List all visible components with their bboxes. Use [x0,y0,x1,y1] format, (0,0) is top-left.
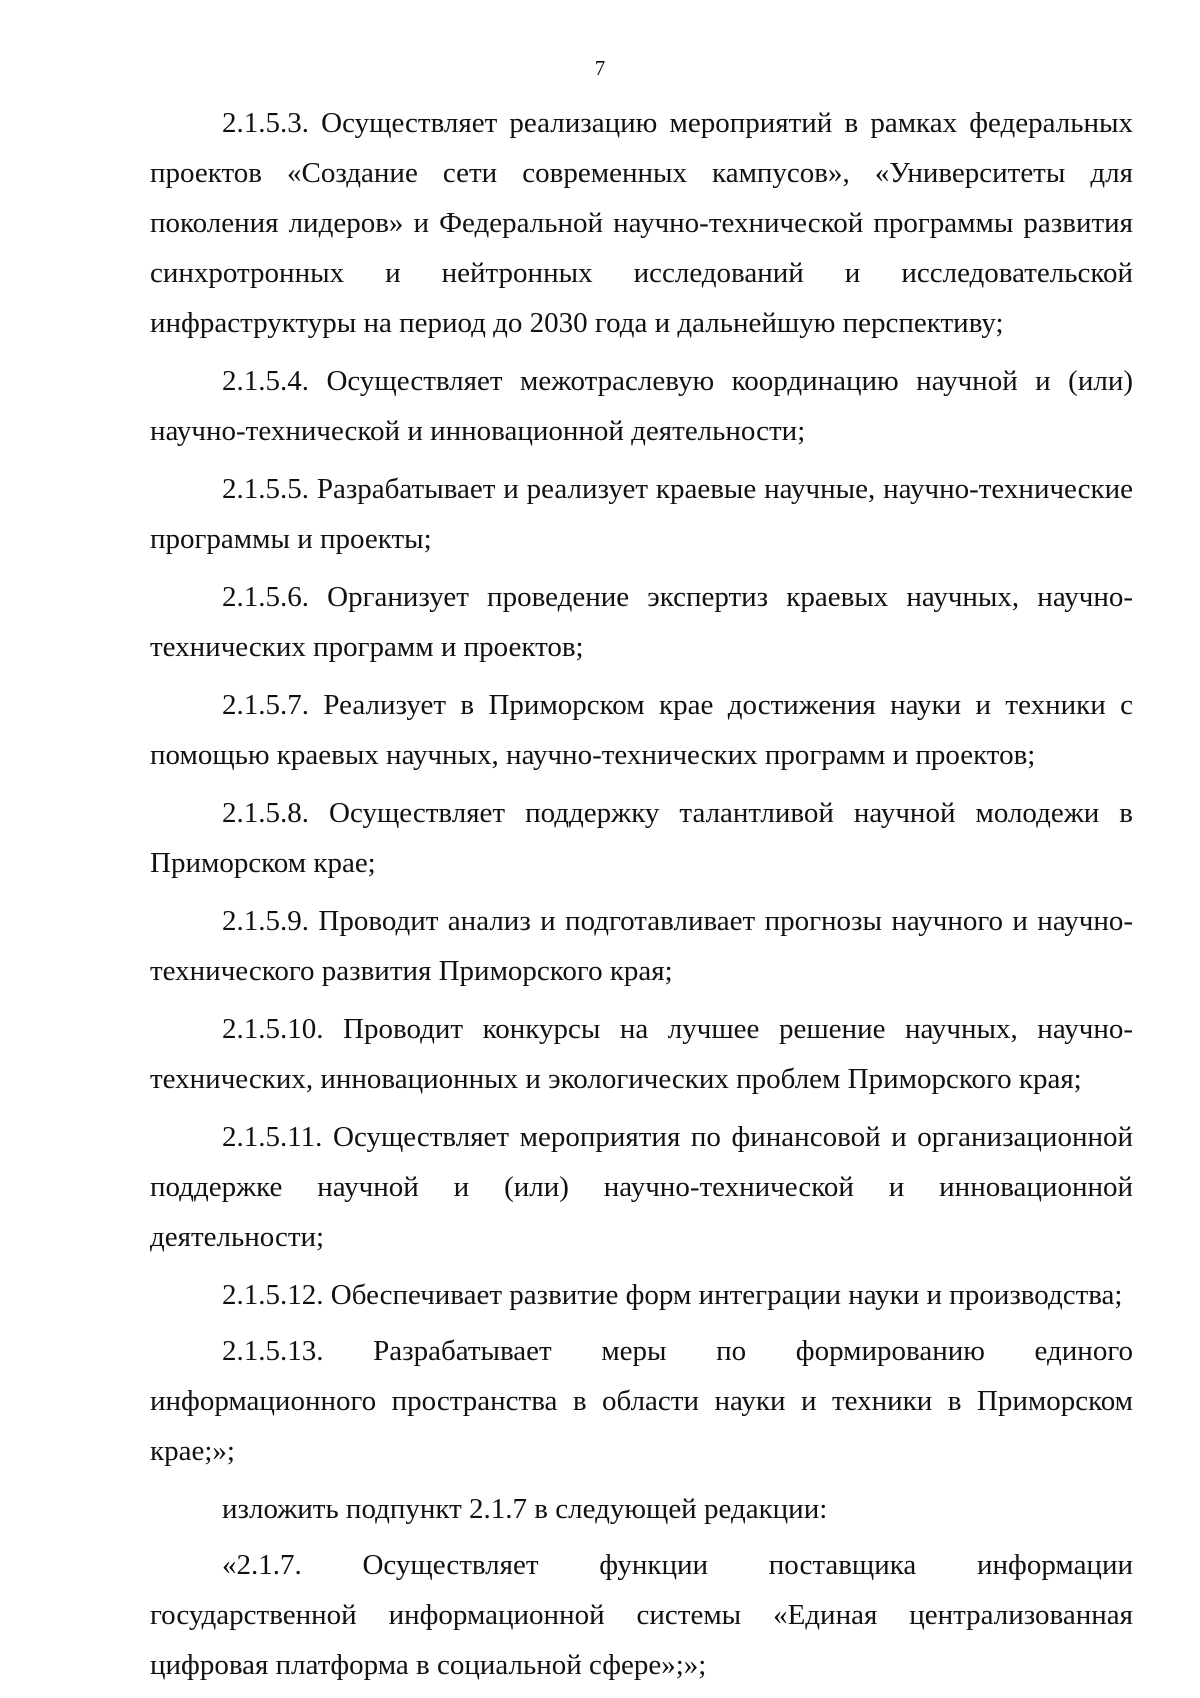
document-body [150,98,1133,1698]
paragraph-2-1-5-8: 2.1.5.8. Осуществляет поддержку талантливой научной молодежи в Приморском крае; [150,797,1133,879]
page-number: 7 [594,56,606,80]
paragraph-2-1-5-6: 2.1.5.6. Организует проведение экспертиз краевых научных, научно-технических программ и проектов; [150,581,1133,663]
paragraph-2-1-5-4: 2.1.5.4. Осуществляет межотраслевую координацию научной и (или) научно-технической и инновационной деятельности; [150,365,1133,447]
paragraph-2-1-5-5: 2.1.5.5. Разрабатывает и реализует краевые научные, научно-технические программы и проекты; [150,473,1133,555]
paragraph-2-1-7: «2.1.7. Осуществляет функции поставщика информации государственной информационной системы «Единая централизованная цифровая платформа в социальной сфере»;»; [150,1549,1133,1681]
paragraph-2-1-5-11: 2.1.5.11. Осуществляет мероприятия по финансовой и организационной поддержке научной и (или) научно-технической и инновационной деятельности; [150,1121,1133,1253]
paragraph-2-1-5-3: 2.1.5.3. Осуществляет реализацию мероприятий в рамках федеральных проектов «Создание сети современных кампусов», «Университеты для поколения лидеров» и Федеральной научно-технической программы развития синхротронных и нейтронных исследований и исследовательской инфраструктуры на период до 2030 года и дальнейшую перспективу; [150,107,1133,339]
paragraph-2-1-5-13: 2.1.5.13. Разрабатывает меры по формированию единого информационного пространства в области науки и техники в Приморском крае;»; [150,1335,1133,1467]
amendment-instruction: изложить подпункт 2.1.7 в следующей редакции: [222,1493,828,1525]
paragraph-2-1-5-7: 2.1.5.7. Реализует в Приморском крае достижения науки и техники с помощью краевых научных, научно-технических программ и проектов; [150,689,1133,771]
paragraph-2-1-5-10: 2.1.5.10. Проводит конкурсы на лучшее решение научных, научно-технических, инновационных и экологических проблем Приморского края; [150,1013,1133,1095]
paragraph-2-1-5-9: 2.1.5.9. Проводит анализ и подготавливает прогнозы научного и научно-технического развития Приморского края; [150,905,1133,987]
paragraph-2-1-5-12: 2.1.5.12. Обеспечивает развитие форм интеграции науки и производства; [222,1279,1123,1311]
